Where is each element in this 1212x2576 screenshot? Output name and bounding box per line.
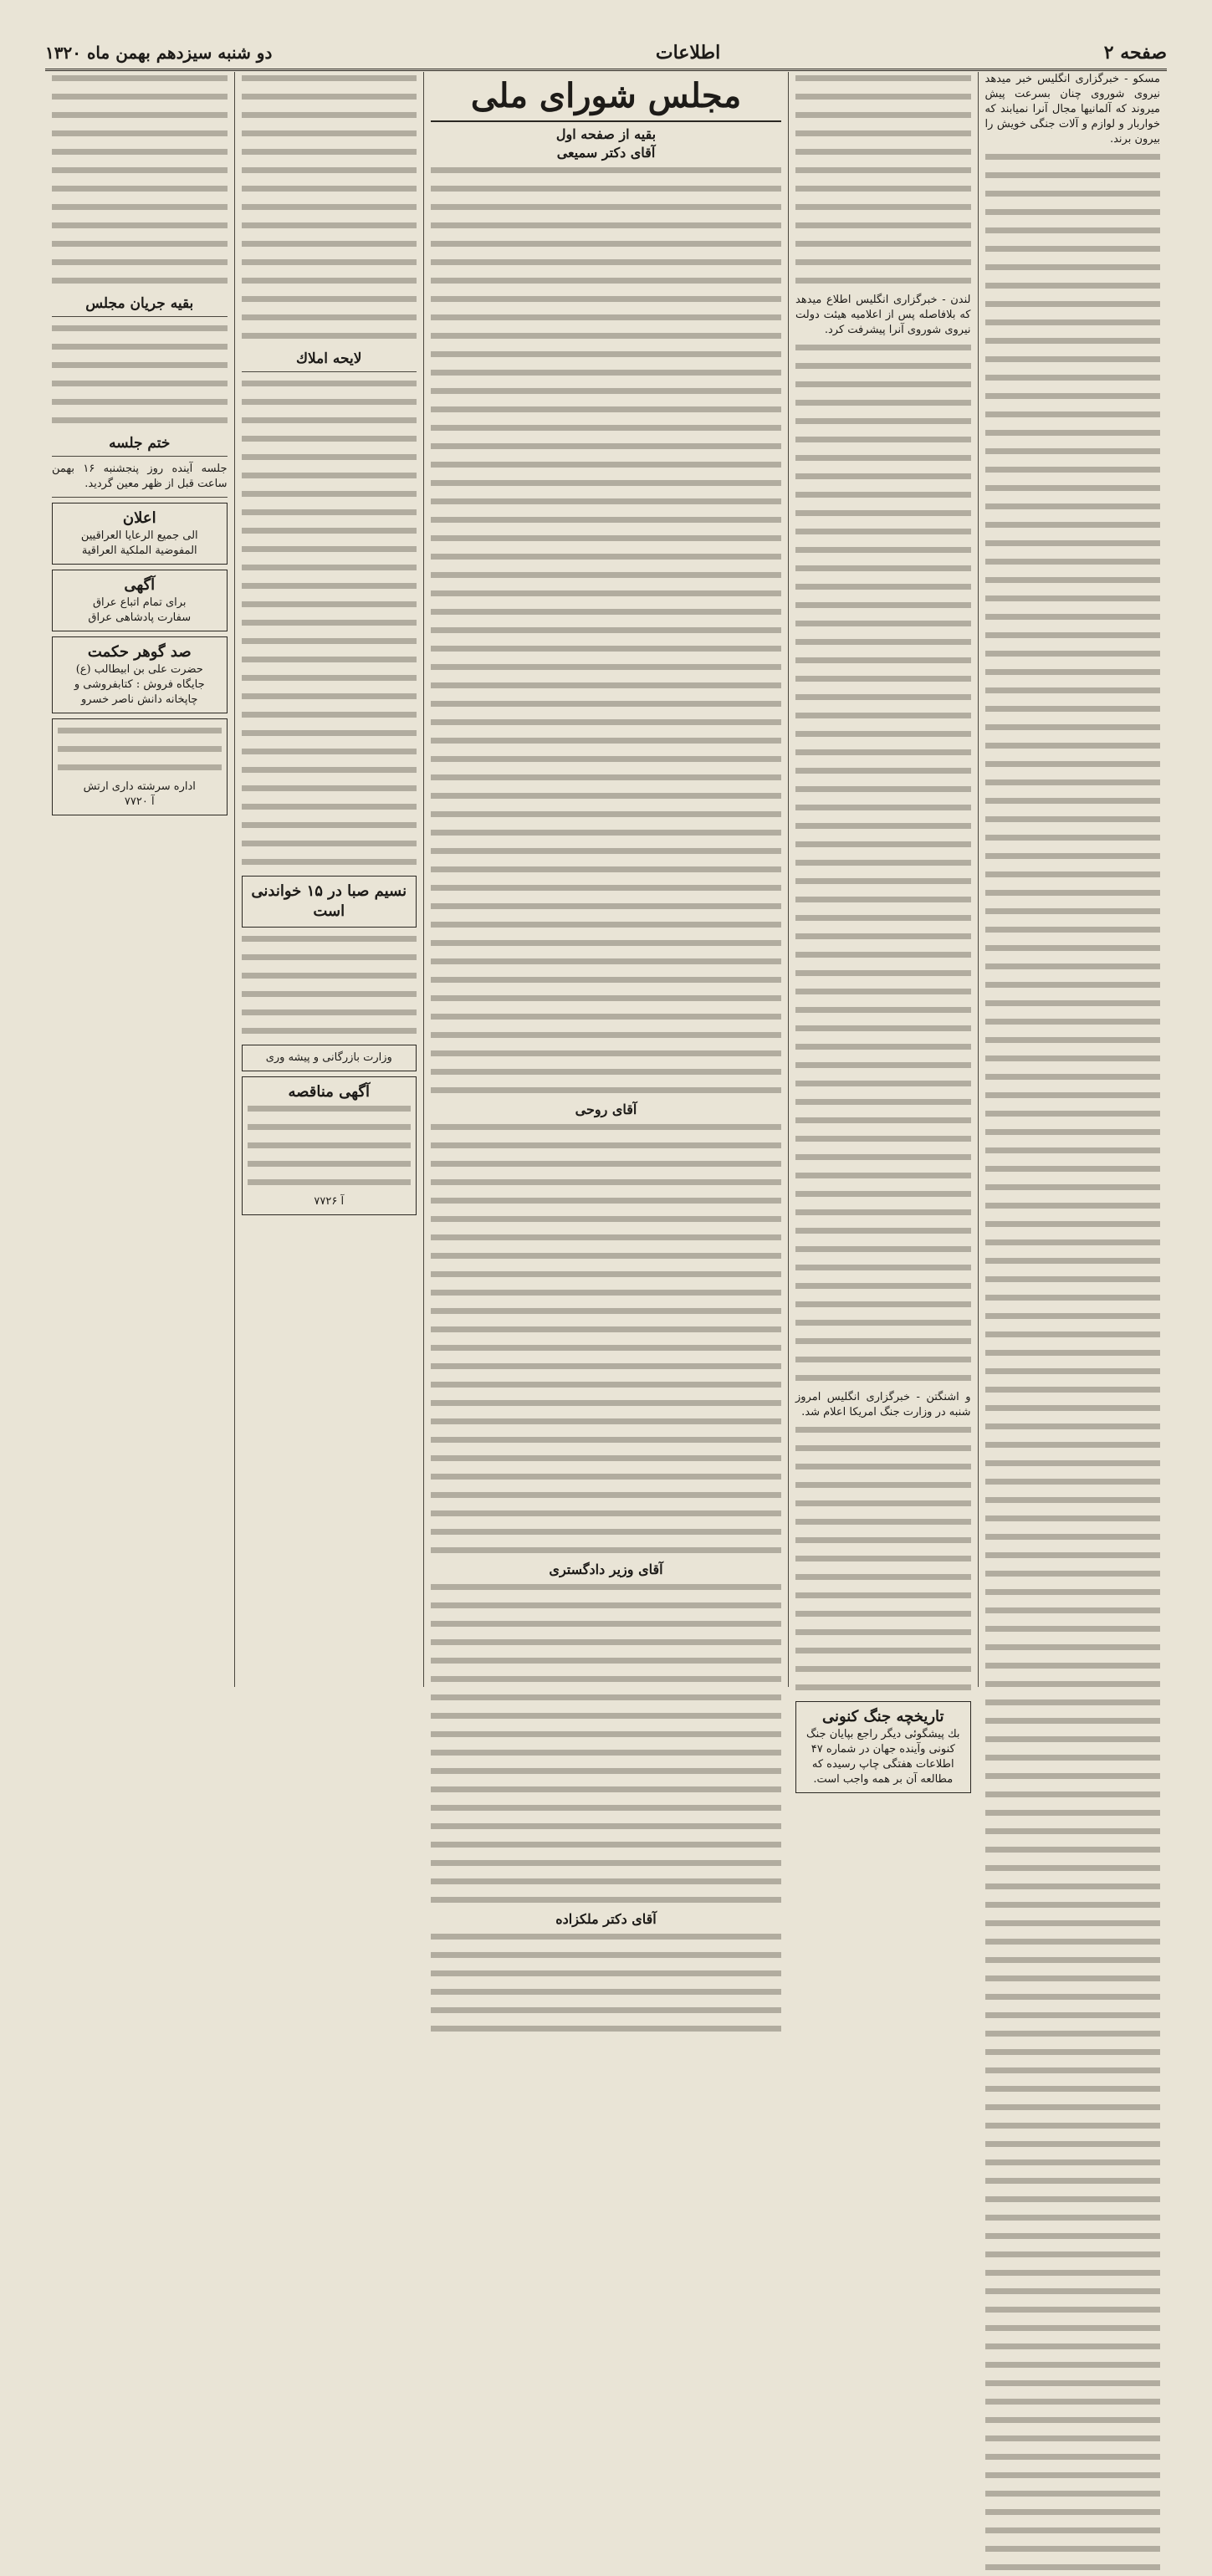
columns bbox=[45, 72, 1167, 1927]
hekmat-title: صد گوهر حکمت bbox=[87, 643, 192, 661]
column-parliament bbox=[423, 72, 788, 1927]
iraq-notice-subtitle: برای تمام اتباع عراق bbox=[92, 596, 187, 609]
hekmat-author: حضرت علی بن ابیطالب (ع) bbox=[75, 663, 203, 676]
army-notice bbox=[52, 718, 228, 815]
hekmat-seller: جایگاه فروش : کتابفروشی و چاپخانه دانش ناصر خسرو bbox=[74, 678, 205, 706]
tender-code: آ ۷۷۲۶ bbox=[314, 1195, 345, 1208]
session-end: ختم جلسه bbox=[52, 434, 228, 457]
parliament-continuation: بقیه از صفحه اول bbox=[555, 126, 657, 142]
history-note: بك پیشگوئی دیگر راجع بپایان جنگ کنونی وآینده جهان در شماره ۴۷ اطلاعات هفتگی چاپ رسیده که مطالعه آن بر همه واجب است. bbox=[805, 1728, 960, 1786]
washington-text: و اشنگتن - خبرگزاری انگلیس امروز شنبه در وزارت جنگ امریکا اعلام شد. bbox=[795, 1391, 971, 1418]
issue-date: دو شنبه سیزدهم بهمن ماه ۱۳۲۰ bbox=[45, 43, 273, 63]
page-header bbox=[45, 37, 1167, 71]
london-text: لندن - خبرگزاری انگلیس اطلاع میدهد که بلافاصله پس از اعلامیه هیئت دولت نیروی شوروی آنرا پیشرفت کرد. bbox=[795, 294, 971, 336]
next-session: جلسه آینده روز پنجشنبه ۱۶ بهمن ساعت قبل از ظهر معین گردید. bbox=[52, 463, 228, 490]
parliament-title: مجلس شورای ملی bbox=[431, 72, 781, 122]
elan-title: اعلان bbox=[122, 509, 156, 527]
newspaper-name: اطلاعات bbox=[655, 42, 721, 64]
iraq-org: المفوضية الملكية العراقية bbox=[81, 544, 197, 557]
speaker-2: آقای روحی bbox=[575, 1101, 637, 1117]
history-title: تاریخچه جنگ کنونی bbox=[821, 1708, 944, 1725]
commerce-notice bbox=[242, 1045, 417, 1071]
agahi-title: آگهی bbox=[124, 576, 156, 594]
speaker-4: آقای دکتر ملکزاده bbox=[555, 1911, 657, 1927]
column-london bbox=[788, 72, 978, 1786]
history-box bbox=[795, 1701, 971, 1793]
bill-heading: لایحه املاك bbox=[242, 350, 417, 372]
army-code: آ ۷۷۲۰ bbox=[124, 795, 155, 808]
iraq-notice bbox=[52, 503, 228, 565]
nasim-notice bbox=[242, 876, 417, 928]
speaker-1: آقای دکتر سمیعی bbox=[556, 145, 656, 161]
column-war-news bbox=[978, 72, 1168, 1687]
page-number: صفحه ۲ bbox=[1103, 42, 1167, 64]
iraq-embassy: سفارت پادشاهی عراق bbox=[88, 611, 192, 624]
column-session bbox=[234, 72, 424, 1687]
parliament-flow-heading: بقیه جریان مجلس bbox=[52, 294, 228, 317]
column-notices bbox=[45, 72, 234, 1687]
iraq-recipients: الی جمیع الرعایا العراقیین bbox=[80, 529, 198, 542]
iraq-embassy-notice bbox=[52, 570, 228, 631]
hekmat-notice bbox=[52, 636, 228, 713]
army-office: اداره سرشته داری ارتش bbox=[83, 780, 196, 793]
commerce-name: وزارت بازرگانی و پیشه وری bbox=[265, 1051, 392, 1064]
war-news-text: مسکو - خبرگزاری انگلیس خبر میدهد نیروی شوروی چنان بسرعت پیش میروند که آلمانیها مجال آنرا نمیابند که خواربار و لوازم و آلات جنگی خویش را بیرون برند. bbox=[984, 73, 1160, 146]
nasim-title: نسیم صبا در ۱۵ خواندنی است bbox=[251, 882, 407, 920]
tender-title: آگهی مناقصه bbox=[288, 1083, 371, 1101]
speaker-3: آقای وزیر دادگستری bbox=[549, 1561, 663, 1577]
tender-notice bbox=[242, 1076, 417, 1215]
